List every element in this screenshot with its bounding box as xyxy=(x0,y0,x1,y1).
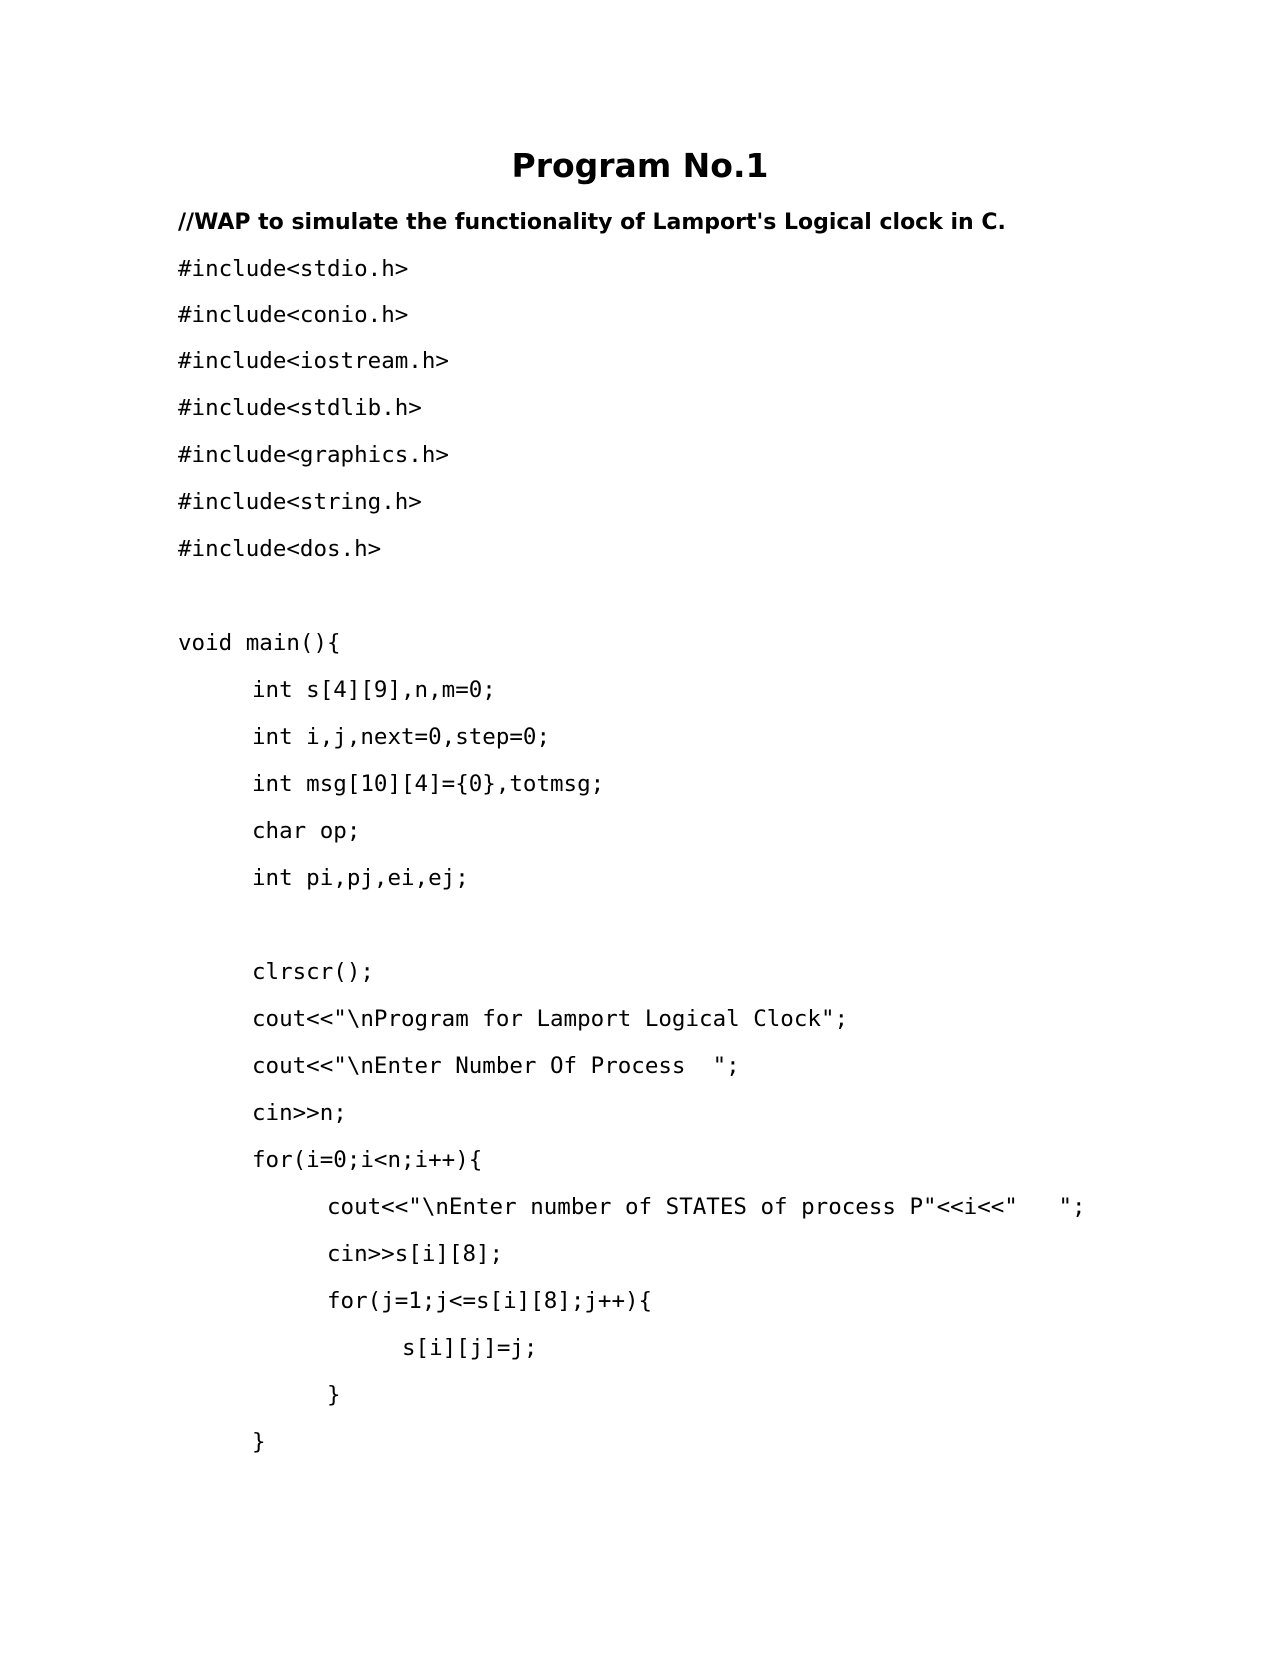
code-line: #include<conio.h> xyxy=(178,302,409,328)
code-line: #include<dos.h> xyxy=(178,536,382,562)
code-line: #include<string.h> xyxy=(178,489,422,515)
page-title: Program No.1 xyxy=(511,146,769,185)
code-line: int msg[10][4]={0},totmsg; xyxy=(252,771,605,797)
code-line: int i,j,next=0,step=0; xyxy=(252,724,551,750)
code-line: cin>>n; xyxy=(252,1100,347,1126)
code-line: #include<stdlib.h> xyxy=(178,395,422,421)
code-line: } xyxy=(327,1382,341,1408)
code-line: int pi,pj,ei,ej; xyxy=(252,865,469,891)
code-line: cout<<"\nProgram for Lamport Logical Clock"; xyxy=(252,1006,849,1032)
code-line: char op; xyxy=(252,818,361,844)
program-description: //WAP to simulate the functionality of Lamport's Logical clock in C. xyxy=(178,210,1006,235)
code-line: s[i][j]=j; xyxy=(402,1335,538,1361)
code-line: #include<iostream.h> xyxy=(178,348,449,374)
code-line: cout<<"\nEnter Number Of Process "; xyxy=(252,1053,740,1079)
code-line: } xyxy=(252,1429,266,1455)
code-line: cin>>s[i][8]; xyxy=(327,1241,504,1267)
code-line: #include<stdio.h> xyxy=(178,256,409,282)
code-line: for(j=1;j<=s[i][8];j++){ xyxy=(327,1288,653,1314)
code-line: cout<<"\nEnter number of STATES of process P"<<i<<" "; xyxy=(327,1194,1086,1220)
code-line: clrscr(); xyxy=(252,959,374,985)
code-line: for(i=0;i<n;i++){ xyxy=(252,1147,483,1173)
code-line: void main(){ xyxy=(178,630,341,656)
code-line: int s[4][9],n,m=0; xyxy=(252,677,496,703)
code-line: #include<graphics.h> xyxy=(178,442,449,468)
